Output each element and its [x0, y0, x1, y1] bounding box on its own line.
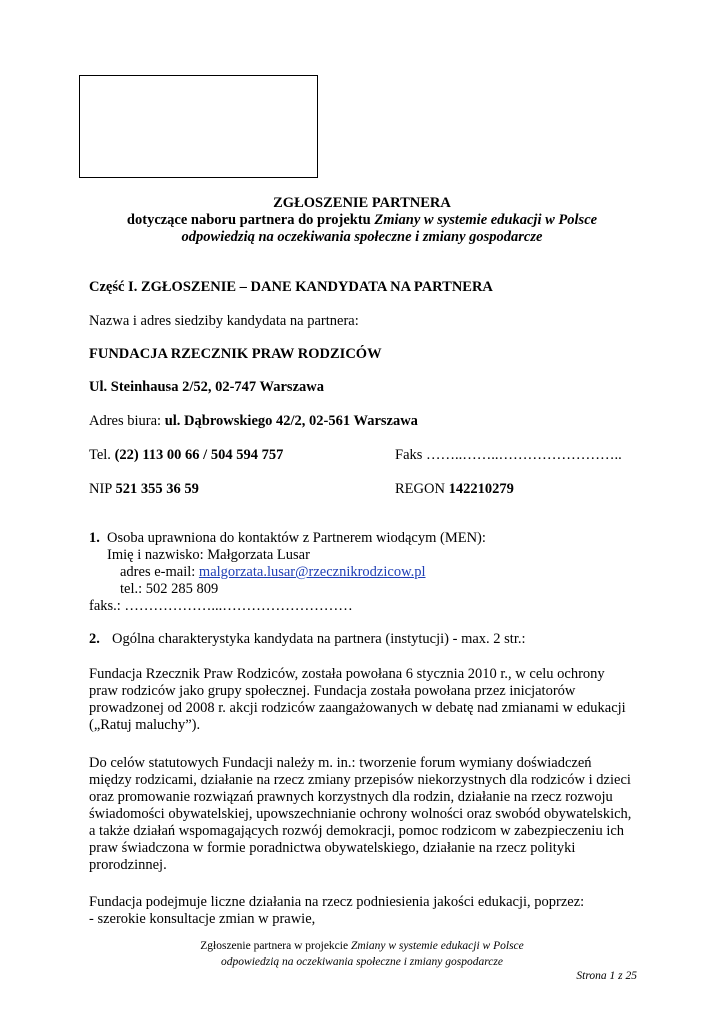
footer-line2: odpowiedzią na oczekiwania społeczne i zmiany gospodarcze — [221, 956, 503, 968]
tel-line — [89, 447, 283, 464]
regon-label: REGON — [395, 481, 449, 497]
tel-label: Tel. — [89, 447, 115, 463]
contact-tel: tel.: 502 285 809 — [120, 581, 219, 597]
footer-project-name: Zmiany w systemie edukacji w Polsce — [350, 940, 524, 952]
footer-prefix: Zgłoszenie partnera w projekcie — [200, 940, 351, 952]
para2-line: praw świadczona w formie poradnictwa obywatelskiego, działanie na rzecz polityki — [89, 840, 576, 856]
para1-line: prowadzonej od 2008 r. akcji rodziców zaangażowanych w debatę nad zmianami w edukacji — [89, 700, 626, 716]
contact-number: 1. — [89, 530, 100, 546]
document-title: ZGŁOSZENIE PARTNERA — [273, 195, 451, 211]
contact-fax: faks.: ………………...……………………… — [89, 598, 353, 614]
contact-email-line — [120, 564, 426, 581]
para2-line: świadomości obywatelskiej, upowszechnianie ochrony wolności oraz swobód obywatelskich, — [89, 806, 632, 822]
tel-value: (22) 113 00 66 / 504 594 757 — [114, 447, 284, 463]
nip-value: 521 355 36 59 — [115, 481, 199, 497]
section2-number: 2. — [89, 631, 100, 647]
nip-label: NIP — [89, 481, 116, 497]
regon-value: 142210279 — [448, 481, 514, 497]
para1-line: Fundacja Rzecznik Praw Rodziców, została powołana 6 stycznia 2010 r., w celu ochrony — [89, 666, 605, 682]
office-address-line — [89, 413, 418, 430]
email-link[interactable]: malgorzata.lusar@rzecznikrodzicow.pl — [198, 564, 426, 580]
para2-line: prorodzinnej. — [89, 857, 167, 873]
para3-line: Fundacja podejmuje liczne działania na rzecz podniesienia jakości edukacji, poprzez: — [89, 894, 585, 910]
para2-line: między rodzicami, działanie na rzecz zmiany przepisów niekorzystnych dla rodziców i dzieci — [89, 772, 631, 788]
page-number: Strona 1 z 25 — [576, 970, 637, 982]
nip-line — [89, 481, 199, 498]
project-name-line2: odpowiedzią na oczekiwania społeczne i zmiany gospodarcze — [181, 229, 543, 245]
part1-heading: Część I. ZGŁOSZENIE – DANE KANDYDATA NA PARTNERA — [89, 279, 493, 295]
regon-line — [395, 481, 514, 498]
name-address-label: Nazwa i adres siedziby kandydata na partnera: — [89, 313, 359, 329]
para2-line: Do celów statutowych Fundacji należy m. in.: tworzenie forum wymiany doświadczeń — [89, 755, 592, 771]
office-label: Adres biura: — [89, 413, 165, 429]
para1-line: („Ratuj maluchy”). — [89, 717, 201, 733]
email-label: adres e-mail: — [120, 564, 199, 580]
para2-line: a także działań wspomagających rozwój demokracji, pomoc rodzicom w zabezpieczeniu ich — [89, 823, 625, 839]
section2-heading: Ogólna charakterystyka kandydata na partnera (instytucji) - max. 2 str.: — [112, 631, 526, 647]
org-address: Ul. Steinhausa 2/52, 02-747 Warszawa — [89, 379, 324, 395]
fax-line: Faks ……..……..…………………….. — [395, 447, 622, 463]
subtitle-prefix: dotyczące naboru partnera do projektu — [126, 212, 375, 228]
para2-line: oraz promowanie rozwiązań prawnych korzystnych dla rodzin, działanie na rzecz rozwoju — [89, 789, 613, 805]
document-subtitle — [0, 212, 724, 229]
contact-name: Imię i nazwisko: Małgorzata Lusar — [107, 547, 310, 563]
footer-line1 — [0, 940, 724, 952]
para3-line: - szerokie konsultacje zmian w prawie, — [89, 911, 316, 927]
office-address: ul. Dąbrowskiego 42/2, 02-561 Warszawa — [164, 413, 418, 429]
contact-heading: Osoba uprawniona do kontaktów z Partnerem wiodącym (MEN): — [107, 530, 486, 546]
logo-placeholder-box — [79, 75, 318, 178]
project-name-line1: Zmiany w systemie edukacji w Polsce — [374, 212, 598, 228]
para1-line: praw rodziców jako grupy społecznej. Fundacja została powołana przez inicjatorów — [89, 683, 576, 699]
org-name: FUNDACJA RZECZNIK PRAW RODZICÓW — [89, 346, 382, 362]
